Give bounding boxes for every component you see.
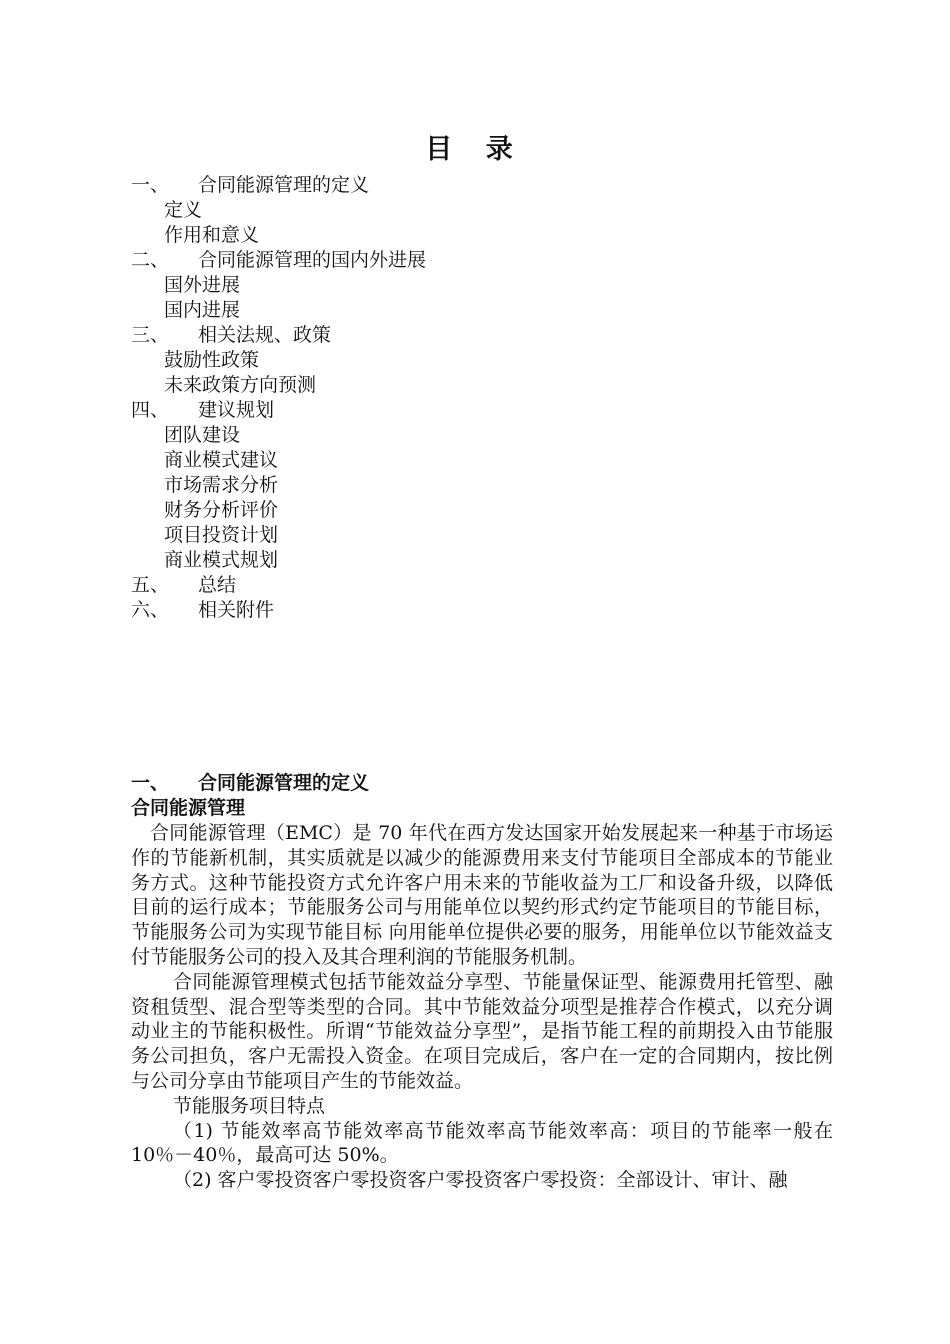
body-paragraph: 合同能源管理模式包括节能效益分享型、节能量保证型、能源费用托管型、融资租赁型、混合型等类型的合同。其中节能效益分项型是推荐合作模式，以充分调动业主的节能积极性。所谓“节能效益分享型”，是指节能工程的前期投入由节能服务公司担负，客户无需投入资金。在项目完成后，客户在一定的合同期内，按比例与公司分享由节能项目产生的节能效益。 [131,970,833,1092]
toc-subentry: 市场需求分析 [164,474,279,496]
toc-entry [131,248,831,273]
toc-subentry: 作用和意义 [164,224,260,246]
toc-entry-label: 合同能源管理的定义 [198,174,370,196]
toc-title: 目 录 [425,134,525,165]
section-number: 一、 [131,772,170,794]
toc-entry [131,398,831,423]
toc-entry-label: 总结 [198,574,237,596]
toc-subentry: 商业模式规划 [164,549,279,571]
toc-subentry: 财务分析评价 [164,499,279,521]
toc-entry-label: 相关法规、政策 [198,324,332,346]
toc-subentry: 定义 [164,199,203,221]
toc-subentry: 国内进展 [164,299,241,321]
toc-subentry: 鼓励性政策 [164,349,260,371]
toc-entry [131,573,831,598]
toc-entry [131,598,831,623]
toc-subentry: 国外进展 [164,274,241,296]
section-definition [131,771,833,1193]
toc-entry-number: 四、 [131,399,170,421]
toc-subentry: 团队建设 [164,424,241,446]
toc-entry-number: 五、 [131,574,170,596]
body-paragraph: 节能服务项目特点 [173,1094,326,1117]
toc-entry-label: 合同能源管理的国内外进展 [198,249,427,271]
toc-subentry: 项目投资计划 [164,524,279,546]
toc-entry-number: 六、 [131,599,170,621]
toc-entry-number: 三、 [131,324,170,346]
toc-entry-number: 二、 [131,249,170,271]
toc-entry [131,173,831,198]
body-paragraph: 合同能源管理（EMC）是 70 年代在西方发达国家开始发展起来一种基于市场运作的节能新机制，其实质就是以减少的能源费用来支付节能项目全部成本的节能业务方式。这种节能投资方式允许客户用未来的节能收益为工厂和设备升级，以降低目前的运行成本；节能服务公司与用能单位以契约形式约定节能项目的节能目标，节能服务公司为实现节能目标 向用能单位提供必要的服务，用能单位以节能效益支付节能服务公司的投入及其合理利润的节能服务机制。 [131,822,833,968]
toc-entry-label: 相关附件 [198,599,275,621]
body-paragraph: （2) 客户零投资客户零投资客户零投资客户零投资：全部设计、审计、融 [173,1169,788,1192]
toc-entry-label: 建议规划 [198,399,275,421]
body-paragraph: （1) 节能效率高节能效率高节能效率高节能效率高：项目的节能率一般在 10％－40％，最高可达 50%。 [131,1119,833,1167]
toc-subentry: 未来政策方向预测 [164,374,317,396]
toc-subentry: 商业模式建议 [164,449,279,471]
section-title: 合同能源管理的定义 [198,772,370,794]
section-heading [131,771,833,796]
subsection-heading: 合同能源管理 [131,797,246,819]
toc-entry [131,323,831,348]
table-of-contents [131,173,831,623]
toc-entry-number: 一、 [131,174,170,196]
